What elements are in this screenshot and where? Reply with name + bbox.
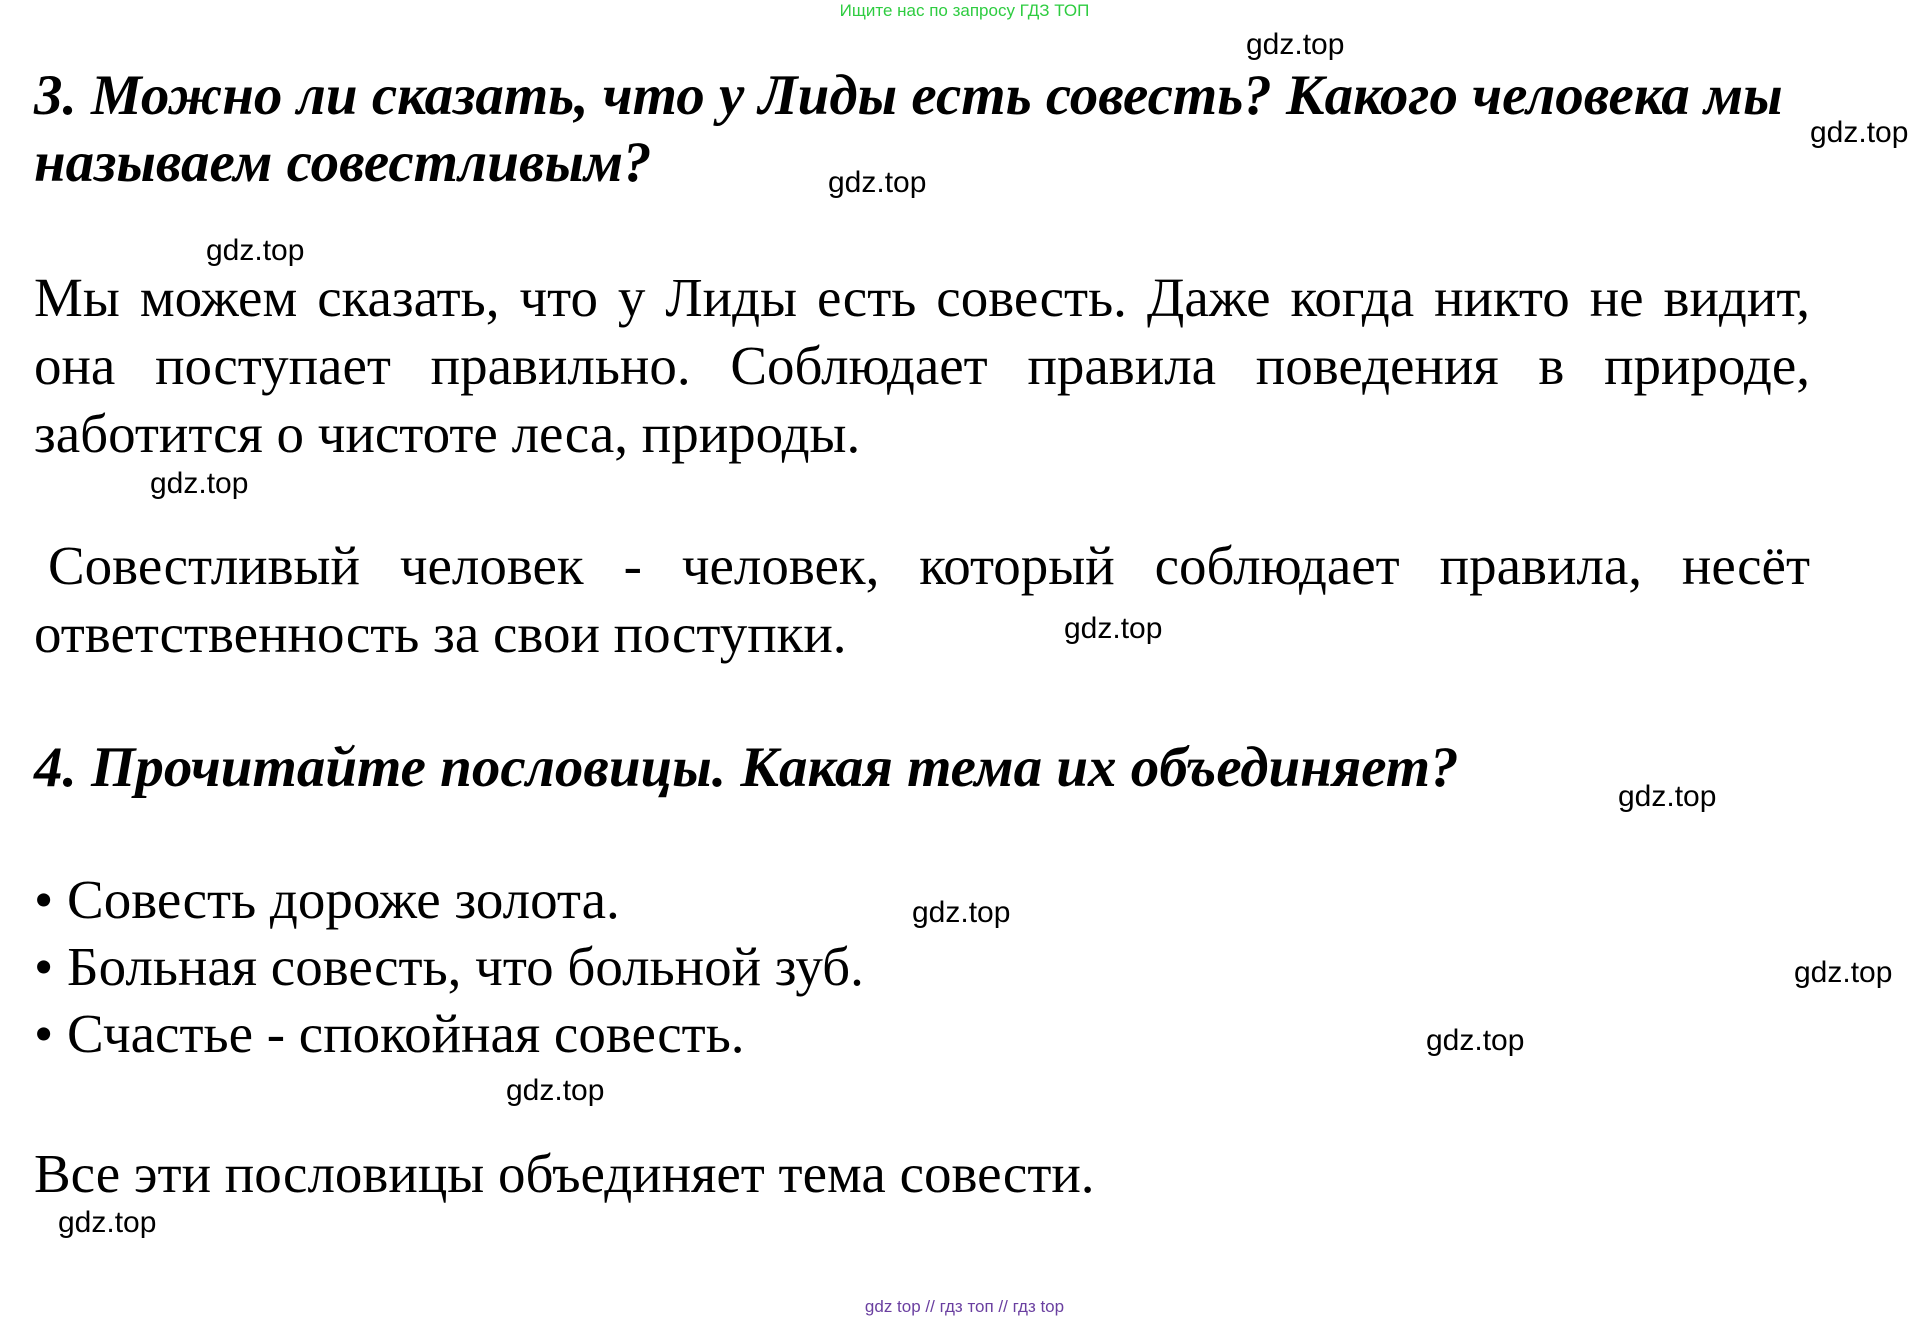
watermark: gdz.top (828, 166, 927, 199)
watermark: gdz.top (58, 1206, 157, 1239)
watermark: gdz.top (1426, 1024, 1525, 1057)
question-4-heading: 4. Прочитайте пословицы. Какая тема их объединяет? (34, 736, 1459, 799)
watermark: gdz.top (1810, 116, 1909, 149)
watermark: gdz.top (1064, 612, 1163, 645)
proverb-list (34, 866, 864, 1067)
top-banner[interactable]: Ищите нас по запросу ГДЗ ТОП (839, 1, 1090, 20)
question-3-heading-line2: называем совестливым? (34, 131, 652, 194)
footer-links[interactable]: gdz top // гдз топ // гдз top (864, 1297, 1065, 1316)
question-3-heading-line1: 3. Можно ли сказать, что у Лиды есть совесть? Какого человека мы (34, 64, 1783, 127)
proverb-item: • Больная совесть, что больной зуб. (34, 933, 864, 1000)
proverb-item: • Счастье - спокойная совесть. (34, 1000, 864, 1067)
watermark: gdz.top (150, 467, 249, 500)
question-3-answer-2: Совестливый человек - человек, который соблюдает правила, несёт ответственность за свои поступки. (34, 535, 1810, 664)
question-4-answer: Все эти пословицы объединяет тема совести. (34, 1143, 1095, 1204)
watermark: gdz.top (206, 234, 305, 267)
watermark: gdz.top (506, 1074, 605, 1107)
watermark: gdz.top (1794, 956, 1893, 989)
watermark: gdz.top (1246, 28, 1345, 61)
proverb-item: • Совесть дороже золота. (34, 866, 864, 933)
watermark: gdz.top (1618, 780, 1717, 813)
watermark: gdz.top (912, 896, 1011, 929)
question-3-answer-1: Мы можем сказать, что у Лиды есть совесть. Даже когда никто не видит, она поступает правильно. Соблюдает правила поведения в природе, заботится о чистоте леса, природы. (34, 267, 1810, 464)
